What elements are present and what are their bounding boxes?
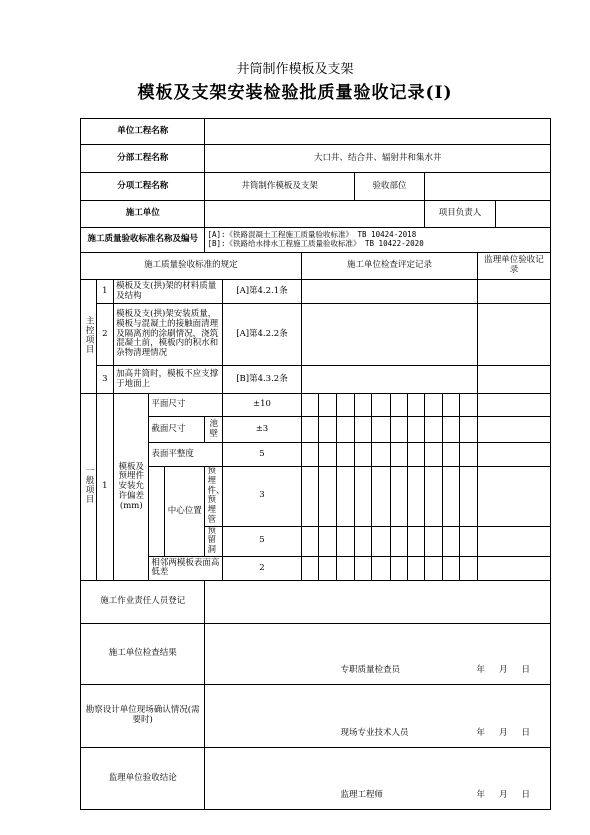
tolerance-name: 预埋件、预埋管 bbox=[205, 467, 223, 527]
tolerance-subname: 池壁 bbox=[205, 417, 223, 443]
supervisor-check-header: 监理单位验收记录 bbox=[478, 253, 551, 280]
construction-result-value[interactable] bbox=[205, 623, 551, 684]
measure-cell[interactable] bbox=[407, 417, 425, 443]
tolerance-value: ±10 bbox=[223, 394, 302, 417]
supervisor-record-cell[interactable] bbox=[478, 556, 551, 580]
measure-cell[interactable] bbox=[425, 394, 443, 417]
measure-cell[interactable] bbox=[337, 467, 355, 527]
design-confirmation-value[interactable] bbox=[205, 684, 551, 747]
date-fields: 年 月 日 bbox=[476, 789, 530, 800]
general-row bbox=[81, 394, 551, 417]
general-row bbox=[81, 443, 551, 467]
measure-cell[interactable] bbox=[337, 556, 355, 580]
main-control-row bbox=[81, 280, 551, 304]
measure-cell[interactable] bbox=[354, 443, 372, 467]
measure-cell[interactable] bbox=[319, 556, 337, 580]
general-row bbox=[81, 417, 551, 443]
measure-cell[interactable] bbox=[391, 467, 408, 527]
measure-cell[interactable] bbox=[442, 443, 460, 467]
construction-unit-label: 施工单位 bbox=[81, 201, 205, 228]
measure-cell[interactable] bbox=[354, 394, 372, 417]
measure-cell[interactable] bbox=[372, 443, 391, 467]
measure-cell[interactable] bbox=[460, 526, 478, 556]
unit-project-value[interactable] bbox=[205, 119, 551, 145]
item-no: 1 bbox=[96, 280, 114, 304]
supervisor-record-cell[interactable] bbox=[478, 280, 551, 304]
center-position-label bbox=[149, 467, 165, 557]
tolerance-name: 截面尺寸 bbox=[149, 417, 205, 443]
measure-cell[interactable] bbox=[372, 417, 391, 443]
supervisor-record-cell[interactable] bbox=[478, 467, 551, 527]
tolerance-name: 表面平整度 bbox=[149, 443, 223, 467]
measure-cell[interactable] bbox=[301, 443, 319, 467]
tolerance-group-label: 模板及预埋件安装允许偏差(mm) bbox=[114, 394, 149, 581]
measure-cell[interactable] bbox=[391, 394, 408, 417]
item-clause: [A]第4.2.2条 bbox=[223, 304, 302, 366]
center-position-text: 中心位置 bbox=[164, 467, 204, 557]
project-leader-value[interactable] bbox=[495, 201, 550, 228]
measure-cell[interactable] bbox=[407, 556, 425, 580]
item-clause: [A]第4.2.1条 bbox=[223, 280, 302, 304]
supervisor-record-cell[interactable] bbox=[478, 526, 551, 556]
measure-cell[interactable] bbox=[407, 443, 425, 467]
measure-cell[interactable] bbox=[354, 467, 372, 527]
measure-cell[interactable] bbox=[354, 526, 372, 556]
measure-cell[interactable] bbox=[301, 467, 319, 527]
measure-cell[interactable] bbox=[391, 443, 408, 467]
measure-cell[interactable] bbox=[372, 526, 391, 556]
worker-registration-label: 施工作业责任人员登记 bbox=[81, 580, 205, 623]
measure-cell[interactable] bbox=[442, 417, 460, 443]
measure-cell[interactable] bbox=[460, 556, 478, 580]
project-leader-label: 项目负责人 bbox=[425, 201, 496, 228]
measure-cell[interactable] bbox=[407, 394, 425, 417]
measure-cell[interactable] bbox=[425, 443, 443, 467]
tolerance-value: 3 bbox=[223, 467, 302, 527]
measure-cell[interactable] bbox=[425, 526, 443, 556]
item-project-value[interactable]: 井筒制作模板及支架 bbox=[205, 173, 354, 201]
spec-column-header: 施工质量验收标准的规定 bbox=[81, 253, 302, 280]
measure-cell[interactable] bbox=[301, 556, 319, 580]
tolerance-value: ±3 bbox=[223, 417, 302, 443]
measure-cell[interactable] bbox=[301, 417, 319, 443]
measure-cell[interactable] bbox=[319, 443, 337, 467]
inspection-record-table bbox=[80, 118, 551, 810]
supervisor-record-cell[interactable] bbox=[478, 443, 551, 467]
measure-cell[interactable] bbox=[442, 467, 460, 527]
construction-check-header: 施工单位检查评定记录 bbox=[301, 253, 477, 280]
measure-cell[interactable] bbox=[442, 556, 460, 580]
general-item-no: 1 bbox=[96, 394, 114, 581]
supervisor-record-cell[interactable] bbox=[478, 304, 551, 366]
measure-cell[interactable] bbox=[407, 467, 425, 527]
tolerance-name: 相邻两模板表面高低差 bbox=[149, 556, 223, 580]
measure-cell[interactable] bbox=[319, 417, 337, 443]
measure-cell[interactable] bbox=[337, 394, 355, 417]
standard-a: [A]:《铁路混凝土工程施工质量验收标准》 TB 10424-2018 bbox=[207, 230, 417, 240]
inspection-part-value[interactable] bbox=[425, 173, 551, 201]
item-no: 3 bbox=[96, 366, 114, 394]
construction-result-label: 施工单位检查结果 bbox=[81, 623, 205, 684]
item-no: 2 bbox=[96, 304, 114, 366]
measure-cell[interactable] bbox=[460, 394, 478, 417]
measure-cell[interactable] bbox=[337, 443, 355, 467]
measure-cell[interactable] bbox=[319, 394, 337, 417]
supervisor-conclusion-label: 监理单位验收结论 bbox=[81, 747, 205, 809]
construction-unit-value[interactable] bbox=[205, 201, 425, 228]
measure-cell[interactable] bbox=[354, 556, 372, 580]
measure-cell[interactable] bbox=[442, 394, 460, 417]
measure-cell[interactable] bbox=[460, 417, 478, 443]
form-subtitle: 井筒制作模板及支架 bbox=[236, 62, 354, 77]
date-fields: 年 月 日 bbox=[476, 727, 530, 738]
measure-cell[interactable] bbox=[425, 417, 443, 443]
measure-cell[interactable] bbox=[372, 556, 391, 580]
measure-cell[interactable] bbox=[391, 417, 408, 443]
sub-project-label: 分部工程名称 bbox=[81, 145, 205, 173]
measure-cell[interactable] bbox=[372, 394, 391, 417]
measure-cell[interactable] bbox=[319, 467, 337, 527]
item-project-label: 分项工程名称 bbox=[81, 173, 205, 201]
main-control-row bbox=[81, 366, 551, 394]
construction-record-cell[interactable] bbox=[301, 280, 477, 304]
tolerance-value: 5 bbox=[223, 443, 302, 467]
form-title: 模板及支架安装检验批质量验收记录(Ⅰ) bbox=[137, 83, 453, 103]
inspection-part-label: 验收部位 bbox=[354, 173, 424, 201]
measure-cell[interactable] bbox=[301, 526, 319, 556]
supervisor-record-cell[interactable] bbox=[478, 394, 551, 417]
measure-cell[interactable] bbox=[460, 443, 478, 467]
tolerance-value: 5 bbox=[223, 526, 302, 556]
supervisor-record-cell[interactable] bbox=[478, 366, 551, 394]
measure-cell[interactable] bbox=[337, 526, 355, 556]
general-row bbox=[81, 467, 551, 527]
measure-cell[interactable] bbox=[391, 526, 408, 556]
tolerance-name: 平面尺寸 bbox=[149, 394, 223, 417]
measure-cell[interactable] bbox=[319, 526, 337, 556]
unit-project-label: 单位工程名称 bbox=[81, 119, 205, 145]
site-technician-label: 现场专业技术人员 bbox=[340, 727, 409, 738]
standard-names bbox=[205, 228, 551, 253]
measure-cell[interactable] bbox=[407, 526, 425, 556]
measure-cell[interactable] bbox=[442, 526, 460, 556]
measure-cell[interactable] bbox=[425, 467, 443, 527]
main-control-label: 主控项目 bbox=[81, 280, 97, 394]
design-confirmation-label: 勘察设计单位现场确认情况(需要时) bbox=[81, 684, 205, 747]
item-text: 加高井筒时，模板不应支撑于地面上 bbox=[114, 366, 223, 394]
tolerance-name: 预留洞 bbox=[205, 526, 223, 556]
tolerance-value: 2 bbox=[223, 556, 302, 580]
measure-cell[interactable] bbox=[354, 417, 372, 443]
quality-inspector-label: 专职质量检查员 bbox=[340, 664, 400, 675]
measure-cell[interactable] bbox=[301, 394, 319, 417]
measure-cell[interactable] bbox=[460, 467, 478, 527]
supervisor-record-cell[interactable] bbox=[478, 417, 551, 443]
measure-cell[interactable] bbox=[391, 556, 408, 580]
standard-b: [B]:《铁路给水排水工程施工质量验收标准》 TB 10422-2020 bbox=[207, 239, 424, 248]
sub-project-value[interactable]: 大口井、结合井、辐射井和集水井 bbox=[205, 145, 551, 173]
general-row bbox=[81, 556, 551, 580]
construction-record-cell[interactable] bbox=[301, 366, 477, 394]
measure-cell[interactable] bbox=[337, 417, 355, 443]
standard-label: 施工质量验收标准名称及编号 bbox=[81, 228, 205, 253]
measure-cell[interactable] bbox=[372, 467, 391, 527]
main-control-row bbox=[81, 304, 551, 366]
worker-registration-value[interactable] bbox=[205, 580, 551, 623]
item-clause: [B]第4.3.2条 bbox=[223, 366, 302, 394]
supervision-engineer-label: 监理工程师 bbox=[340, 789, 383, 800]
item-text: 模板及支(拱)架安装质量，模板与混凝土的接触面清理及隔离剂的涂刷情况，浇筑混凝土前，模板内的积水和杂物清理情况 bbox=[114, 304, 223, 366]
item-text: 模板及支(拱)架的材料质量及结构 bbox=[114, 280, 223, 304]
measure-cell[interactable] bbox=[425, 556, 443, 580]
date-fields: 年 月 日 bbox=[476, 664, 530, 675]
construction-record-cell[interactable] bbox=[301, 304, 477, 366]
supervisor-conclusion-value[interactable] bbox=[205, 747, 551, 809]
general-label: 一般项目 bbox=[81, 394, 97, 581]
